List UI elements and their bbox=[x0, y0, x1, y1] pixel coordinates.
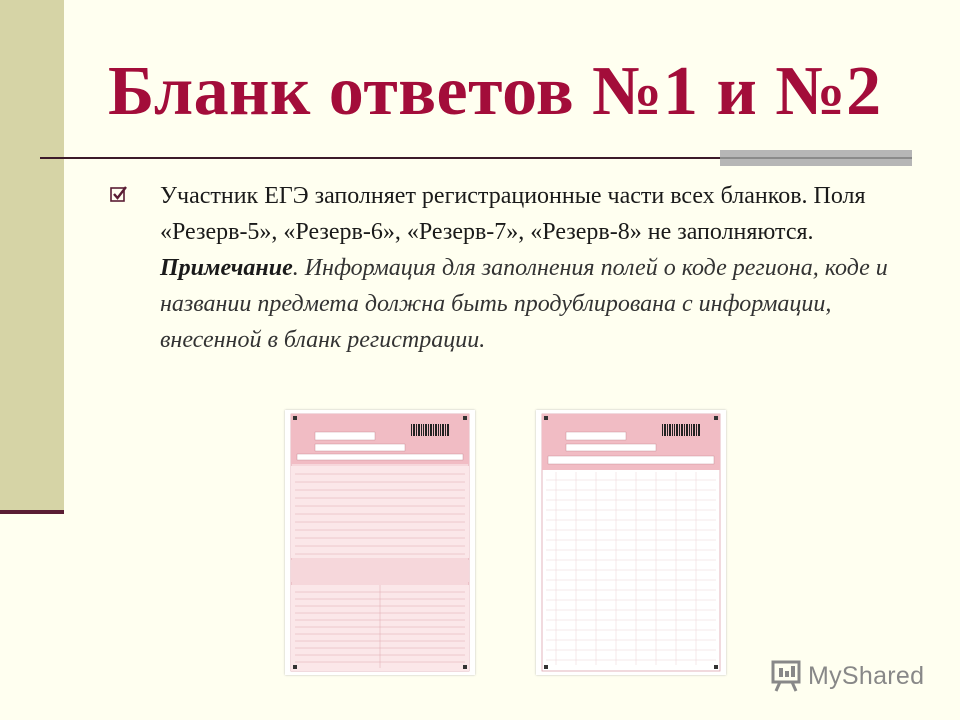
note-label: Примечание bbox=[160, 255, 293, 281]
sidebar-accent bbox=[0, 510, 64, 514]
checkbox-bullet-icon bbox=[110, 185, 128, 203]
answer-sheet-2-graphic bbox=[536, 410, 726, 675]
answer-sheet-2-image bbox=[536, 410, 726, 675]
answer-sheet-1-graphic bbox=[285, 410, 475, 675]
watermark-text: MyShared bbox=[808, 661, 925, 690]
bullet-text bbox=[160, 178, 920, 358]
sidebar-band bbox=[0, 0, 64, 512]
title-divider-accent-line bbox=[720, 157, 912, 159]
answer-sheet-1-image bbox=[285, 410, 475, 675]
bullet-main-text: Участник ЕГЭ заполняет регистрационные части всех бланков. Поля «Резерв-5», «Резерв-6», «Резерв-7», «Резерв-8» не заполняются. bbox=[160, 183, 866, 245]
slide-title: Бланк ответов №1 и №2 bbox=[108, 53, 882, 130]
presentation-icon bbox=[770, 659, 802, 693]
watermark bbox=[770, 656, 924, 696]
note-text: . Информация для заполнения полей о коде региона, коде и названии предмета должна быть продублирована с информации, внесенной в бланк регистрации. bbox=[160, 255, 888, 353]
title-divider bbox=[40, 157, 720, 159]
